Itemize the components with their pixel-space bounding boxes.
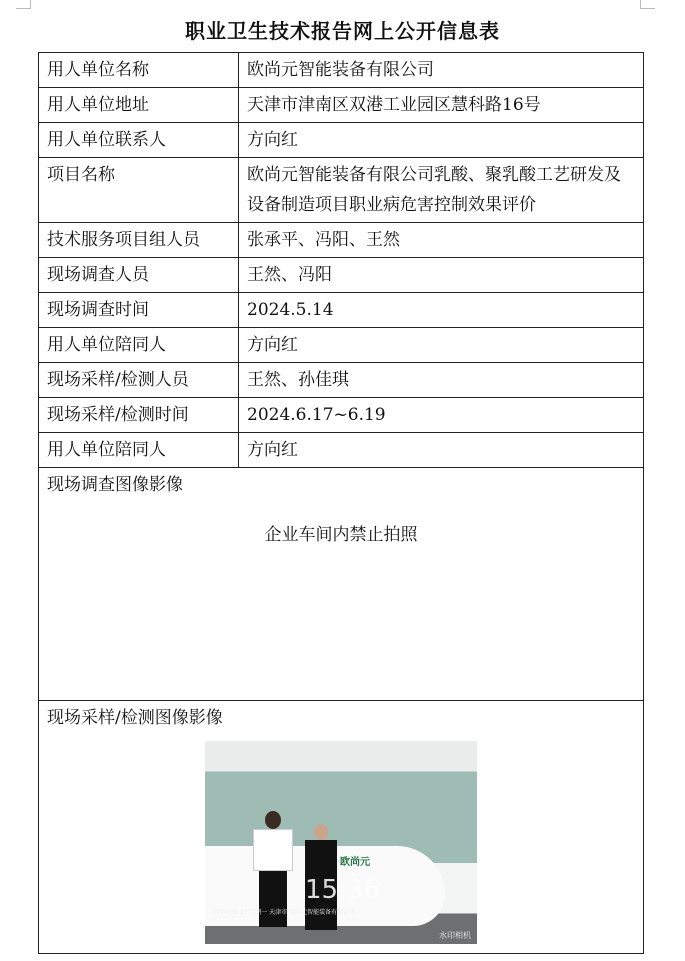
table-row — [39, 88, 644, 123]
table-row — [39, 158, 644, 223]
row-value: 2024.5.14 — [239, 293, 644, 328]
row-value: 王然、冯阳 — [239, 258, 644, 293]
row-value: 天津市津南区双港工业园区慧科路16号 — [239, 88, 644, 123]
watermark-label: 水印相机 — [439, 931, 471, 940]
row-value: 方向红 — [239, 433, 644, 468]
no-photo-note: 企业车间内禁止拍照 — [264, 525, 418, 545]
info-table — [38, 52, 644, 954]
company-logo: 欧尚元 — [340, 857, 370, 868]
row-label: 现场调查人员 — [39, 258, 239, 293]
row-value: 欧尚元智能装备有限公司乳酸、聚乳酸工艺研发及设备制造项目职业病危害控制效果评价 — [239, 158, 644, 223]
row-value: 方向红 — [239, 123, 644, 158]
row-value: 方向红 — [239, 328, 644, 363]
table-row — [39, 433, 644, 468]
survey-images-row — [39, 468, 644, 701]
survey-images-label: 现场调查图像影像 — [47, 475, 183, 495]
table-row — [39, 123, 644, 158]
sampling-images-label: 现场采样/检测图像影像 — [47, 708, 223, 728]
row-label: 用人单位陪同人 — [39, 328, 239, 363]
row-value: 欧尚元智能装备有限公司 — [239, 53, 644, 88]
row-value: 张承平、冯阳、王然 — [239, 223, 644, 258]
row-label: 现场采样/检测人员 — [39, 363, 239, 398]
row-value: 2024.6.17~6.19 — [239, 398, 644, 433]
row-value: 王然、孙佳琪 — [239, 363, 644, 398]
table-row — [39, 223, 644, 258]
table-row — [39, 328, 644, 363]
row-label: 用人单位联系人 — [39, 123, 239, 158]
margin-mark — [16, 0, 31, 9]
photo-time: 15:36 — [305, 875, 380, 905]
margin-mark — [640, 0, 655, 9]
row-label: 现场采样/检测时间 — [39, 398, 239, 433]
sampling-photo — [205, 741, 477, 944]
row-label: 技术服务项目组人员 — [39, 223, 239, 258]
photo-caption: 2024.06.17 星期一 天津市·欧尚元智能装备有限公司 — [213, 909, 356, 916]
row-label: 现场调查时间 — [39, 293, 239, 328]
table-row — [39, 258, 644, 293]
row-label: 用人单位陪同人 — [39, 433, 239, 468]
row-label: 用人单位地址 — [39, 88, 239, 123]
sampling-images-row — [39, 701, 644, 954]
table-row — [39, 53, 644, 88]
table-row — [39, 363, 644, 398]
row-label: 项目名称 — [39, 158, 239, 223]
table-row — [39, 398, 644, 433]
row-label: 用人单位名称 — [39, 53, 239, 88]
document-title: 职业卫生技术报告网上公开信息表 — [185, 19, 500, 43]
table-row — [39, 293, 644, 328]
